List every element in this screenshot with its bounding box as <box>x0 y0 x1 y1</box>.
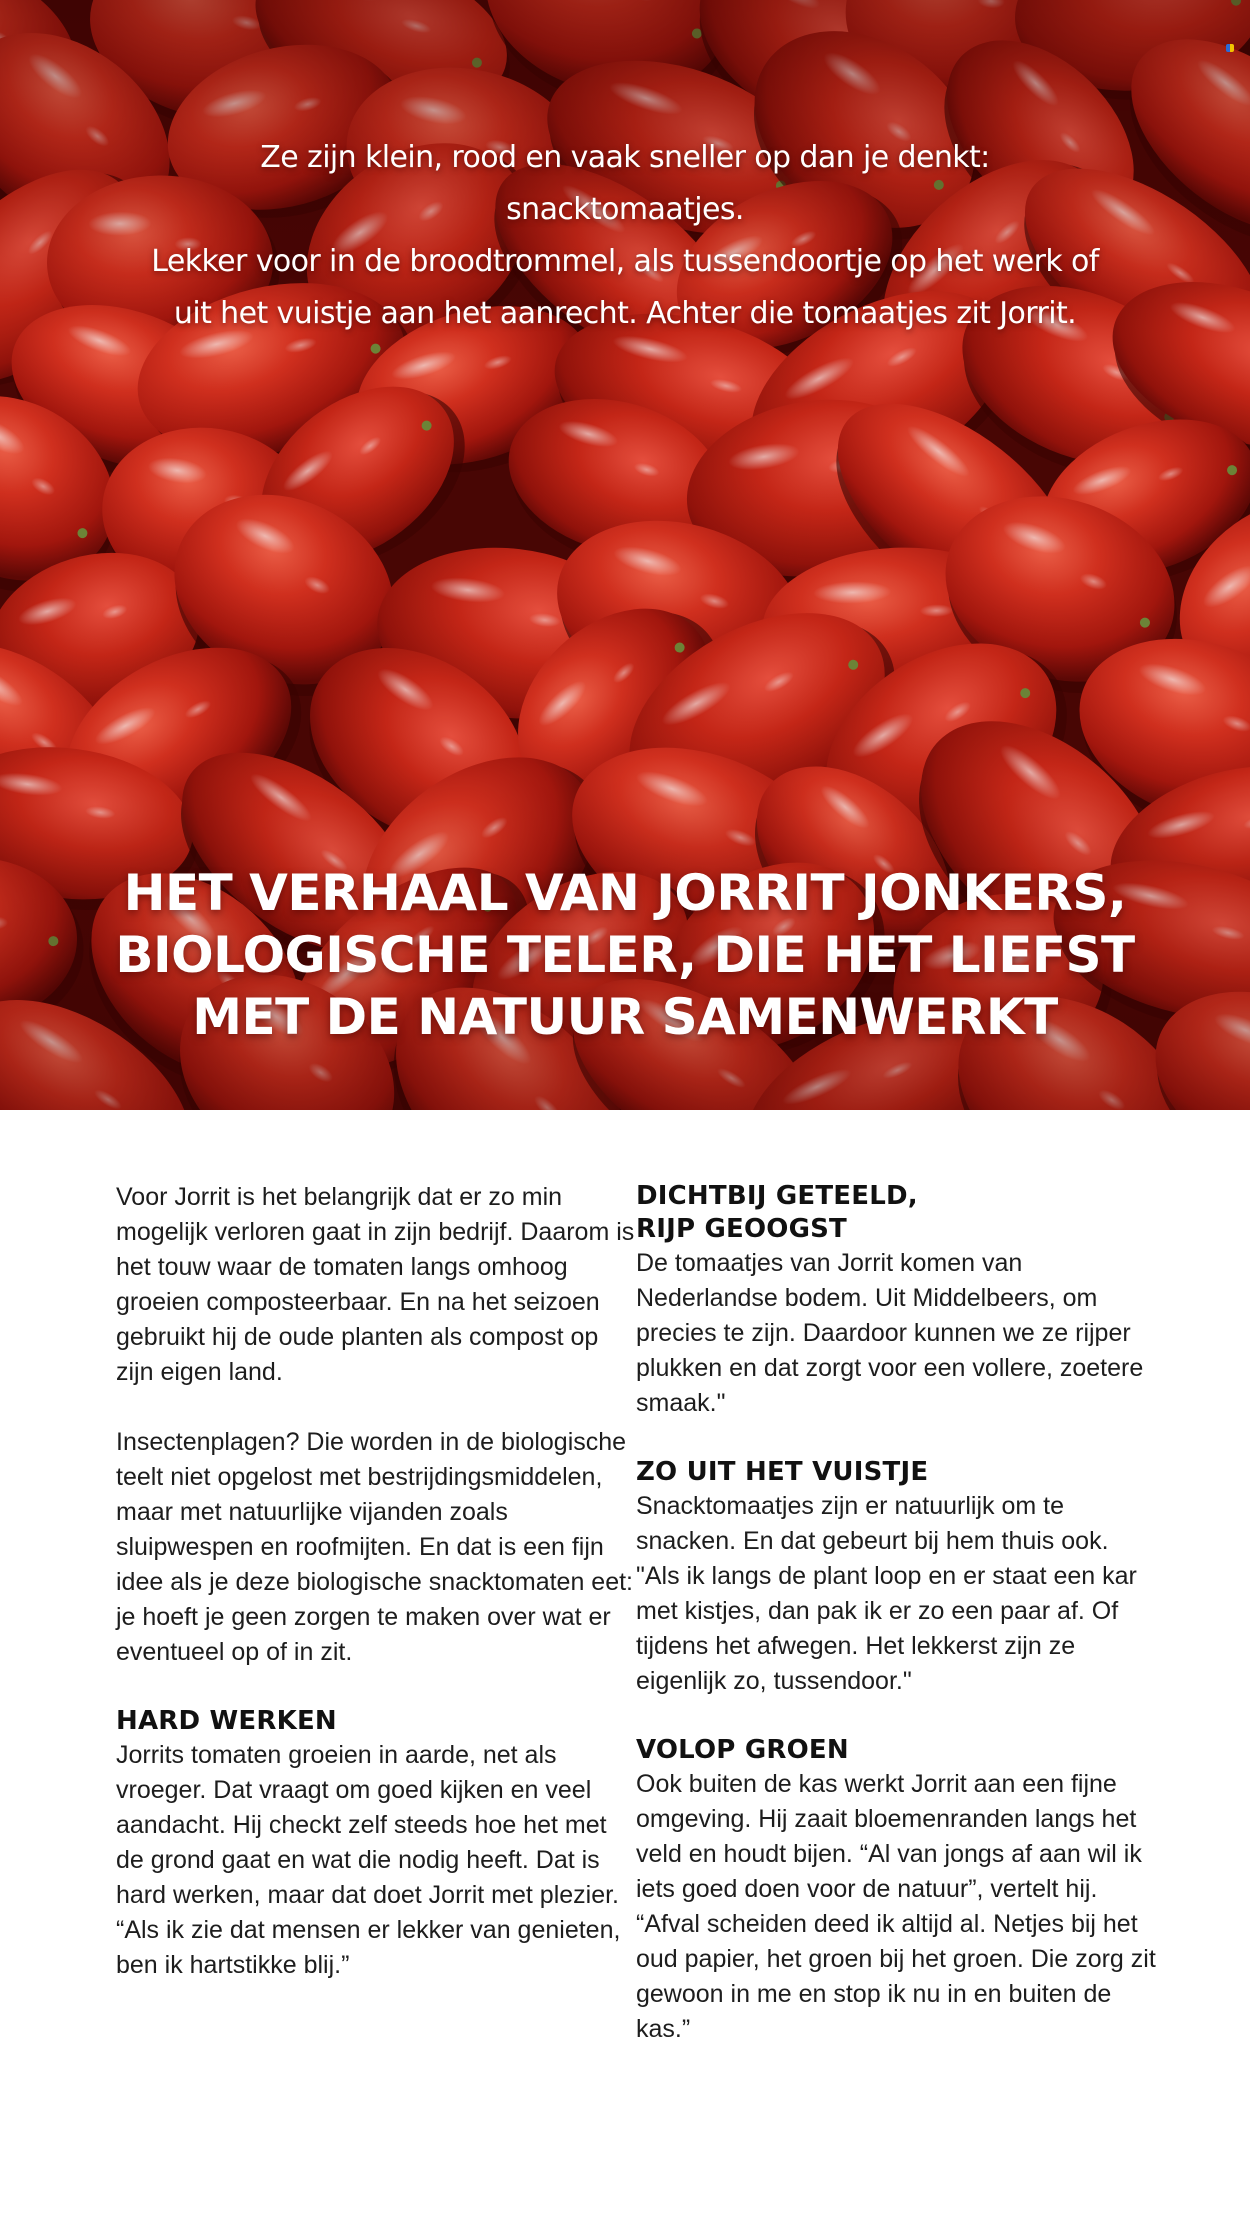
intro-text <box>150 132 1100 340</box>
section-dichtbij-geteeld <box>636 1180 1156 1421</box>
brand-logo-icon <box>1226 44 1234 52</box>
section-body: Snacktomaatjes zijn er natuurlijk om te snacken. En dat gebeurt bij hem thuis ook. "Als ik langs de plant loop en er staat een kar met kistjes, dan pak ik er zo een paar af. Of tijdens het afwegen. Het lekkerst zijn ze eigenlijk zo, tussendoor." <box>636 1492 1137 1695</box>
headline-line: BIOLOGISCHE TELER, DIE HET LIEFST <box>115 926 1135 984</box>
article-body <box>0 1110 1250 2223</box>
section-volop-groen <box>636 1734 1156 2047</box>
section-body: De tomaatjes van Jorrit komen van Nederlandse bodem. Uit Middelbeers, om precies te zijn. Daardoor kunnen we ze rijper plukken en dat zorgt voor een vollere, zoetere smaak." <box>636 1249 1144 1417</box>
headline-line: HET VERHAAL VAN JORRIT JONKERS, <box>123 864 1127 922</box>
section-body: Ook buiten de kas werkt Jorrit aan een fijne omgeving. Hij zaait bloemenranden langs het veld en houdt bijen. “Al van jongs af aan wil ik iets goed doen voor de natuur”, vertelt hij. “Afval scheiden deed ik altijd al. Netjes bij het oud papier, het groen bij het groen. Die zorg zit gewoon in me en stop ik nu in en buiten de kas.” <box>636 1770 1156 2043</box>
headline <box>110 862 1140 1048</box>
section-hard-werken <box>116 1705 636 1983</box>
paragraph-insects: Insectenplagen? Die worden in de biologische teelt niet opgelost met bestrijdingsmiddelen, maar met natuurlijke vijanden zoals sluipwespen en roofmijten. En dat is een fijn idee als je deze biologische snacktomaten eet: je hoeft je geen zorgen te maken over wat er eventueel op of in zit. <box>116 1428 633 1666</box>
intro-line: uit het vuistje aan het aanrecht. Achter die tomaatjes zit Jorrit. <box>173 296 1077 331</box>
headline-line: MET DE NATUUR SAMENWERKT <box>192 988 1058 1046</box>
section-heading: HARD WERKEN <box>116 1706 337 1736</box>
paragraph-waste: Voor Jorrit is het belangrijk dat er zo min mogelijk verloren gaat in zijn bedrijf. Daarom is het touw waar de tomaten langs omhoog groeien composteerbaar. En na het seizoen gebruikt hij de oude planten als compost op zijn eigen land. <box>116 1183 635 1386</box>
intro-line: Lekker voor in de broodtrommel, als tussendoortje op het werk of <box>151 244 1099 279</box>
section-heading <box>636 1180 1156 1246</box>
heading-line: RIJP GEOOGST <box>636 1214 847 1244</box>
right-column <box>636 1180 1156 2082</box>
left-column <box>116 1180 636 2018</box>
intro-line: Ze zijn klein, rood en vaak sneller op dan je denkt: snacktomaatjes. <box>260 140 990 227</box>
section-heading: ZO UIT HET VUISTJE <box>636 1457 929 1487</box>
hero-image <box>0 0 1250 1110</box>
section-zo-uit-het-vuistje <box>636 1456 1156 1699</box>
heading-line: DICHTBIJ GETEELD, <box>636 1181 918 1211</box>
section-heading: VOLOP GROEN <box>636 1735 849 1765</box>
section-body: Jorrits tomaten groeien in aarde, net als vroeger. Dat vraagt om goed kijken en veel aandacht. Hij checkt zelf steeds hoe het met de grond gaat en wat die nodig heeft. Dat is hard werken, maar dat doet Jorrit met plezier. “Als ik zie dat mensen er lekker van genieten, ben ik hartstikke blij.” <box>116 1741 621 1979</box>
